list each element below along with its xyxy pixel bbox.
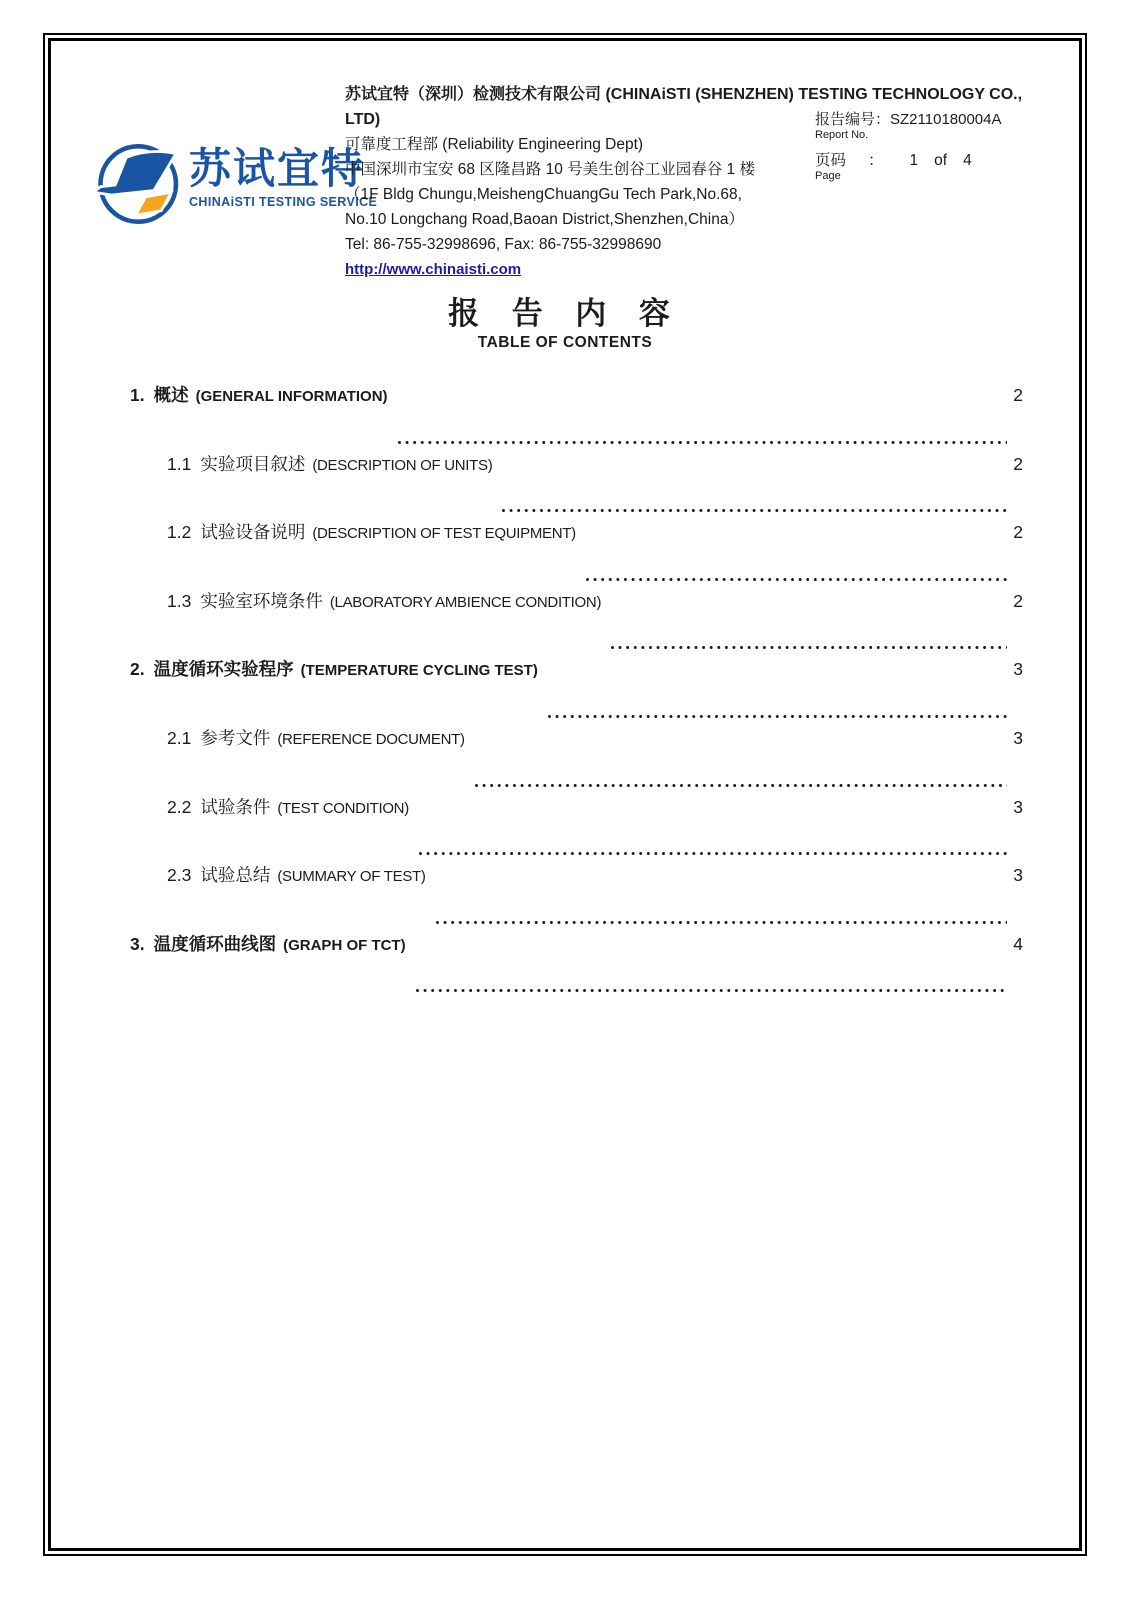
toc-entry-title-en: (REFERENCE DOCUMENT) [277, 730, 465, 748]
toc-entry-page: 2 [1013, 590, 1023, 611]
toc-entry-title-en: (TEMPERATURE CYCLING TEST) [300, 662, 538, 680]
toc-entry-page: 2 [1013, 385, 1023, 405]
toc-entry[interactable] [130, 862, 1023, 931]
report-info-block [815, 108, 1075, 183]
toc-entry-page: 2 [1013, 522, 1023, 543]
toc-dot-leader [475, 784, 1007, 787]
toc-entry-title-cn: 实验室环境条件 [200, 590, 323, 611]
website-link[interactable]: http://www.chinaisti.com [345, 261, 522, 278]
department-line: 可靠度工程部 (Reliability Engineering Dept) [345, 136, 644, 153]
page-colon: ： [868, 152, 884, 169]
report-no-label-cn: 报告编号： [815, 111, 891, 128]
address-en-line2: No.10 Longchang Road,Baoan District,Shenzhen,China） [345, 211, 744, 228]
toc-entry-title-en: (TEST CONDITION) [277, 799, 409, 817]
toc-entry[interactable] [130, 519, 1023, 588]
toc-entry-title-en: (LABORATORY AMBIENCE CONDITION) [329, 593, 602, 611]
toc-entry-number: 1.3 [167, 590, 192, 611]
toc-entry-page: 3 [1013, 727, 1023, 748]
toc-dot-leader [611, 646, 1007, 649]
toc-entry-page: 4 [1013, 933, 1023, 954]
page-label-en: Page [815, 170, 841, 182]
toc-dot-leader [416, 989, 1007, 992]
toc-entry-page: 3 [1013, 865, 1023, 886]
toc-entry[interactable] [130, 725, 1023, 794]
company-name-line2: LTD) [345, 111, 381, 128]
toc-entry-number: 1. [130, 385, 145, 405]
tel-fax-line: Tel: 86-755-32998696, Fax: 86-755-32998690 [345, 236, 662, 253]
page-current: 1 [909, 152, 919, 169]
toc-entry-page: 2 [1013, 453, 1023, 474]
page-total: 4 [963, 152, 972, 169]
document-title-cn: 报 告 内 容 [448, 296, 682, 331]
toc-entry-number: 3. [130, 933, 145, 954]
logo-swoosh-icon [95, 138, 187, 230]
toc-entry[interactable] [130, 931, 1023, 1000]
toc-entry-number: 1.2 [167, 522, 192, 543]
report-no-value: SZ2110180004A [890, 111, 1002, 128]
company-name-line1: 苏试宜特（深圳）检测技术有限公司 (CHINAiSTI (SHENZHEN) TESTING TECHNOLOGY CO., [345, 86, 1023, 103]
toc-entry-title-cn: 参考文件 [200, 727, 271, 748]
document-title-en: TABLE OF CONTENTS [477, 334, 653, 351]
toc-entry-number: 2.1 [167, 727, 192, 748]
address-cn: 中国深圳市宝安 68 区隆昌路 10 号美生创谷工业园春谷 1 楼 [345, 161, 755, 178]
page-of-word: of [934, 152, 948, 169]
logo-name-cn: 苏试宜特 [189, 145, 366, 192]
logo-name-en: CHINAiSTI TESTING SERVICE [189, 195, 378, 209]
toc-entry-title-cn: 实验项目叙述 [200, 453, 306, 474]
toc-entry-title-cn: 试验条件 [200, 796, 271, 817]
toc-entry-title-en: (DESCRIPTION OF UNITS) [312, 456, 493, 474]
toc-entry-number: 2.2 [167, 796, 192, 817]
toc-dot-leader [436, 921, 1007, 924]
toc-entry-title-en: (DESCRIPTION OF TEST EQUIPMENT) [312, 525, 576, 543]
report-no-label-en: Report No. [815, 129, 869, 141]
toc-entry-title-cn: 温度循环实验程序 [153, 659, 294, 680]
toc-entry-number: 2.3 [167, 865, 192, 886]
toc-entry-number: 2. [130, 659, 145, 680]
toc-entry-page: 3 [1013, 796, 1023, 817]
address-en-line1: （1F Bldg Chungu,MeishengChuangGu Tech Park,No.68, [345, 186, 742, 203]
toc-dot-leader [419, 852, 1007, 855]
toc-entry[interactable] [130, 451, 1023, 520]
toc-entry-title-en: (SUMMARY OF TEST) [277, 868, 426, 886]
toc-entry-title-cn: 试验设备说明 [200, 522, 306, 543]
toc-dot-leader [502, 509, 1007, 512]
company-logo [95, 138, 377, 230]
toc-entry-title-cn: 试验总结 [200, 865, 271, 886]
toc-dot-leader [398, 441, 1007, 444]
toc-entry-page: 3 [1013, 659, 1023, 680]
toc-entry[interactable] [130, 656, 1023, 725]
toc-entry[interactable] [130, 588, 1023, 657]
toc-entry[interactable] [130, 382, 1023, 451]
toc-entry-title-cn: 温度循环曲线图 [153, 933, 277, 954]
toc-dot-leader [548, 715, 1007, 718]
toc-entry[interactable] [130, 794, 1023, 863]
toc-list [130, 382, 1023, 999]
toc-entry-title-en: (GRAPH OF TCT) [283, 936, 406, 954]
page-label-cn: 页码 [815, 152, 847, 169]
toc-entry-number: 1.1 [167, 453, 192, 474]
toc-entry-title-cn: 概述 [153, 385, 189, 405]
toc-dot-leader [586, 578, 1007, 581]
toc-entry-title-en: (GENERAL INFORMATION) [195, 388, 388, 405]
